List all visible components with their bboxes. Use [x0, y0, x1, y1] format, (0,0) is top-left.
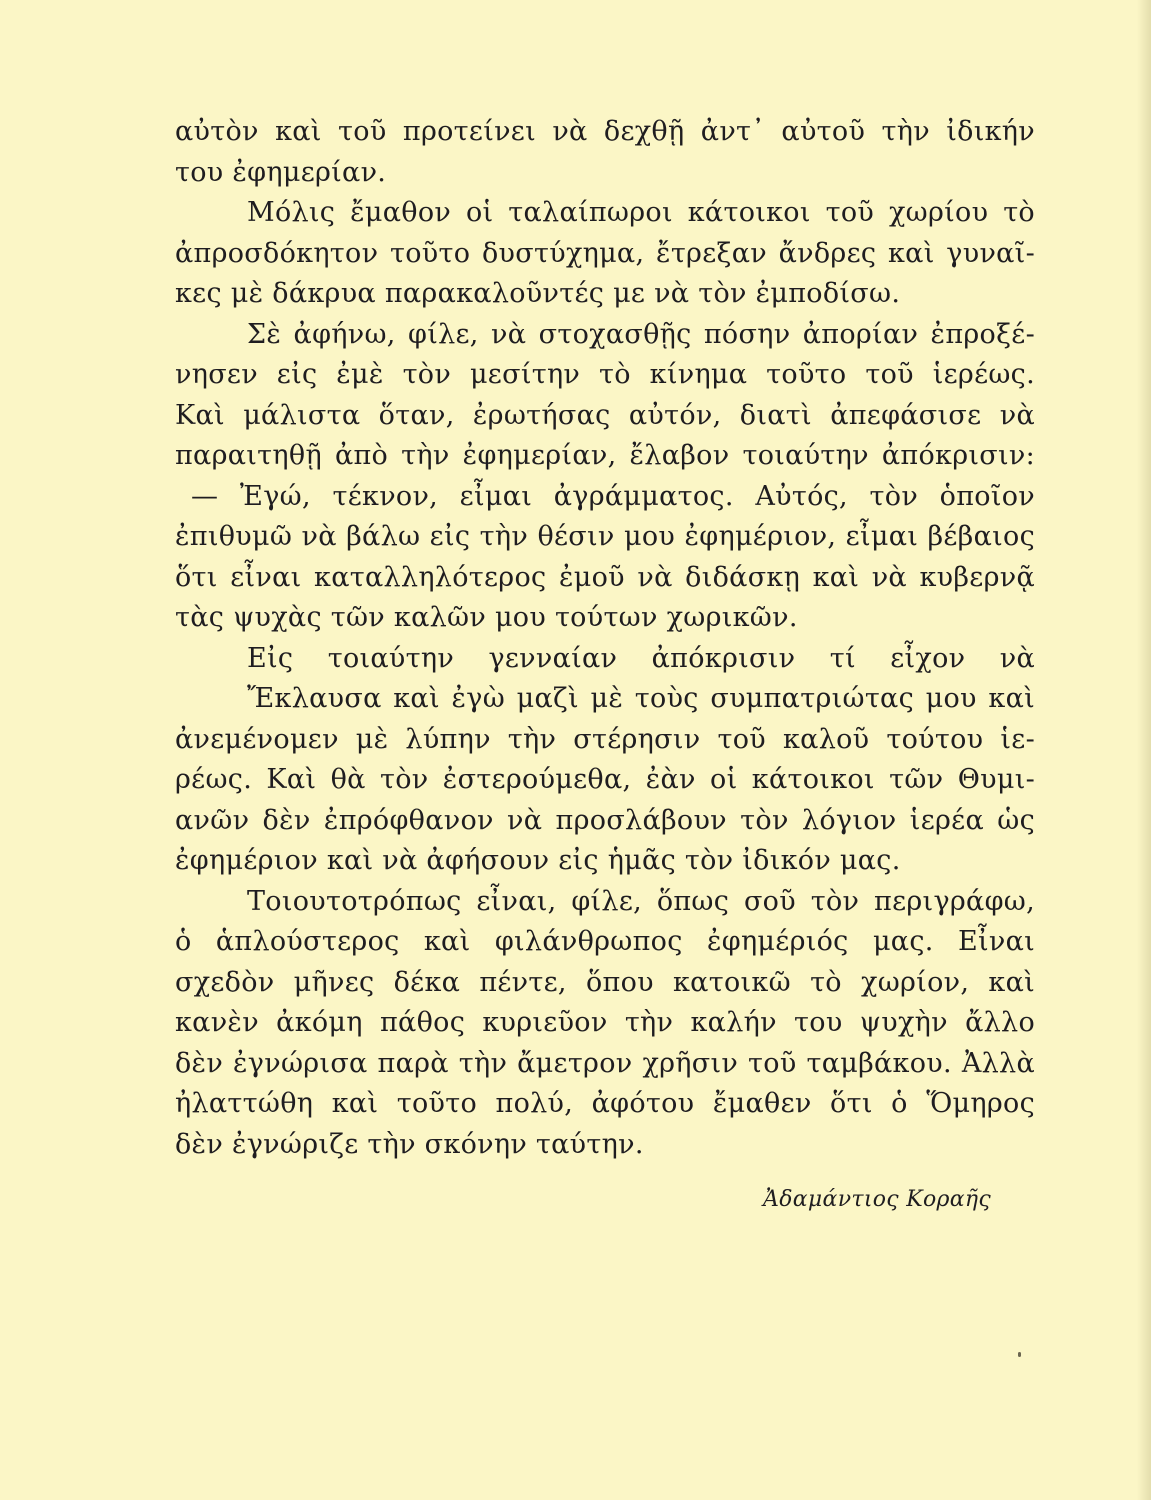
text-line: ἐπιθυμῶ νὰ βάλω εἰς τὴν θέσιν μου ἐφημέριον, εἶμαι βέβαιος	[175, 521, 1035, 552]
text-line: — Ἐγώ, τέκνον, εἶμαι ἀγράμματος. Αὐτός, τὸν ὁποῖον	[191, 480, 1035, 512]
text-line: κανὲν ἀκόμη πάθος κυριεῦον τὴν καλήν του ψυχὴν ἄλλο	[175, 1007, 1035, 1038]
text-line: παραιτηθῇ ἀπὸ τὴν ἐφημερίαν, ἔλαβον τοιαύτην ἀπόκρισιν:	[175, 440, 1035, 471]
text-line: δὲν ἐγνώριζε τὴν σκόνην ταύτην.	[175, 1128, 644, 1160]
text-line: κες μὲ δάκρυα παρακαλοῦντές με νὰ τὸν ἐμποδίσω.	[175, 278, 901, 309]
text-line: Εἰς τοιαύτην γενναίαν ἀπόκρισιν τί εἶχον νὰ	[247, 642, 1035, 674]
text-line: ἠλαττώθη καὶ τοῦτο πολύ, ἀφότου ἔμαθεν ὅτι ὁ Ὅμηρος	[175, 1088, 1035, 1119]
text-line: ανῶν δὲν ἐπρόφθανον νὰ προσλάβουν τὸν λόγιον ἱερέα ὡς	[175, 804, 1035, 836]
text-line: Ἔκλαυσα καὶ ἐγὼ μαζὶ μὲ τοὺς συμπατριώτας μου καὶ	[247, 683, 1035, 714]
page-edge-shadow	[1137, 0, 1151, 1500]
text-line: ὁ ἁπλούστερος καὶ φιλάνθρωπος ἐφημέριός μας. Εἶναι	[175, 926, 1035, 957]
text-line: ἀπροσδόκητον τοῦτο δυστύχημα, ἔτρεξαν ἄνδρες καὶ γυναῖ-	[175, 237, 1035, 269]
text-line: του ἐφημερίαν.	[175, 156, 387, 188]
text-line: σχεδὸν μῆνες δέκα πέντε, ὅπου κατοικῶ τὸ χωρίον, καὶ	[175, 966, 1035, 998]
text-line: ὅτι εἶναι καταλληλότερος ἐμοῦ νὰ διδάσκῃ καὶ νὰ κυβερνᾷ	[175, 561, 1035, 593]
text-line: δὲν ἐγνώρισα παρὰ τὴν ἄμετρον χρῆσιν τοῦ ταμβάκου. Ἀλλὰ	[175, 1047, 1035, 1079]
text-line: τὰς ψυχὰς τῶν καλῶν μου τούτων χωρικῶν.	[175, 602, 798, 633]
text-line: νησεν εἰς ἐμὲ τὸν μεσίτην τὸ κίνημα τοῦτο τοῦ ἱερέως.	[175, 359, 1035, 390]
text-line: ἀνεμένομεν μὲ λύπην τὴν στέρησιν τοῦ καλοῦ τούτου ἱε-	[175, 723, 1035, 755]
author-signature: Ἀδαμάντιος Κοραῆς	[763, 1187, 991, 1212]
text-line: Μόλις ἔμαθον οἱ ταλαίπωροι κάτοικοι τοῦ χωρίου τὸ	[247, 197, 1035, 228]
text-line: ἐφημέριον καὶ νὰ ἀφήσουν εἰς ἡμᾶς τὸν ἰδικόν μας.	[175, 845, 901, 876]
body-text	[175, 112, 1035, 1165]
paper-speck	[1018, 1352, 1021, 1357]
text-line: Τοιουτοτρόπως εἶναι, φίλε, ὅπως σοῦ τὸν περιγράφω,	[247, 885, 1035, 917]
text-line: αὐτὸν καὶ τοῦ προτείνει νὰ δεχθῇ ἀντ᾽ αὐτοῦ τὴν ἰδικήν	[175, 116, 1035, 147]
text-line: ρέως. Καὶ θὰ τὸν ἐστερούμεθα, ἐὰν οἱ κάτοικοι τῶν Θυμι-	[175, 764, 1035, 795]
text-line: Σὲ ἀφήνω, φίλε, νὰ στοχασθῇς πόσην ἀπορίαν ἐπροξέ-	[247, 318, 1035, 350]
text-line: Καὶ μάλιστα ὅταν, ἐρωτήσας αὐτόν, διατὶ ἀπεφάσισε νὰ	[175, 399, 1035, 431]
